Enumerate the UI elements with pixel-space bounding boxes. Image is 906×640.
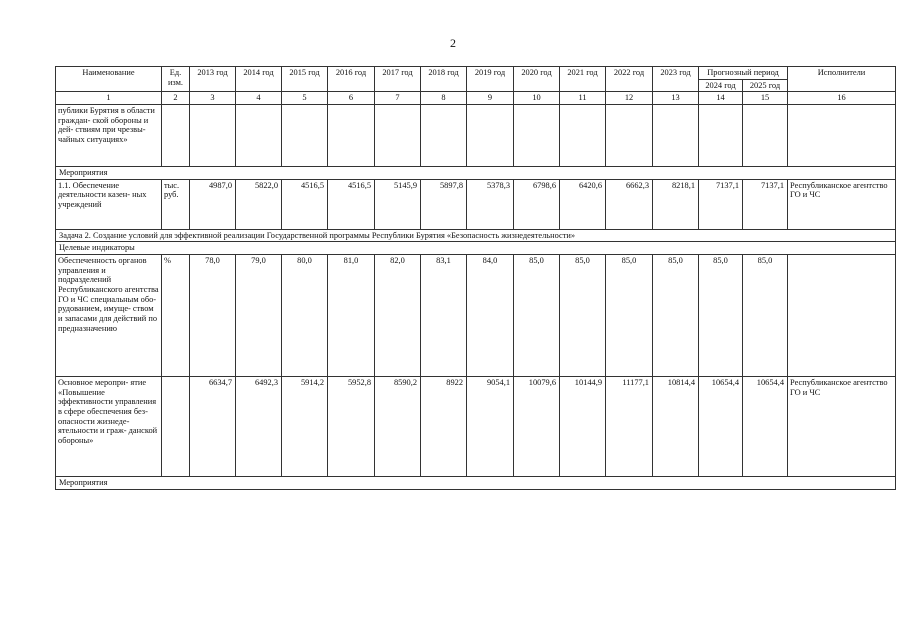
row-name: публики Бурятия в области граждан- ской обороны и дей- ствиям при чрезвы- чайных ситуациях»	[56, 104, 162, 166]
row-value: 8922	[421, 376, 467, 476]
row-value: 5822,0	[236, 179, 282, 229]
header-unit: Ед. изм.	[162, 67, 190, 92]
header-year: 2014 год	[236, 67, 282, 92]
col-number: 2	[162, 92, 190, 105]
row-unit: %	[162, 254, 190, 376]
row-executor: Республиканское агентство ГО и ЧС	[788, 179, 896, 229]
col-number: 13	[653, 92, 699, 105]
row-name: Обеспеченность органов управления и подразделений Республиканского агентства ГО и ЧС специальным обо- рудованием, имуще- ством и запасами для действий по предназначению	[56, 254, 162, 376]
section-row	[56, 166, 896, 179]
row-value: 10814,4	[653, 376, 699, 476]
row-value: 85,0	[606, 254, 653, 376]
col-number: 10	[514, 92, 560, 105]
row-value: 85,0	[699, 254, 743, 376]
task-label: Задача 2. Создание условий для эффективной реализации Государственной программы Республики Бурятия «Безопасность жизнедеятельности»	[56, 229, 896, 242]
row-value: 7137,1	[743, 179, 788, 229]
row-value: 10654,4	[699, 376, 743, 476]
section-row	[56, 242, 896, 255]
col-number: 8	[421, 92, 467, 105]
header-forecast-year: 2024 год	[699, 79, 743, 92]
col-number: 15	[743, 92, 788, 105]
header-year: 2017 год	[375, 67, 421, 92]
col-number: 12	[606, 92, 653, 105]
col-number: 11	[560, 92, 606, 105]
table-row	[56, 376, 896, 476]
row-value: 85,0	[743, 254, 788, 376]
row-value: 82,0	[375, 254, 421, 376]
row-value: 85,0	[514, 254, 560, 376]
column-number-row	[56, 92, 896, 105]
row-value: 83,1	[421, 254, 467, 376]
col-number: 6	[328, 92, 375, 105]
header-year: 2022 год	[606, 67, 653, 92]
row-value: 10144,9	[560, 376, 606, 476]
row-value: 6420,6	[560, 179, 606, 229]
row-value: 85,0	[653, 254, 699, 376]
row-value: 8218,1	[653, 179, 699, 229]
row-value: 7137,1	[699, 179, 743, 229]
header-year: 2018 год	[421, 67, 467, 92]
row-value: 5145,9	[375, 179, 421, 229]
row-name: 1.1. Обеспечение деятельности казен- ных учреждений	[56, 179, 162, 229]
header-year: 2020 год	[514, 67, 560, 92]
header-forecast-year: 2025 год	[743, 79, 788, 92]
row-value: 4987,0	[190, 179, 236, 229]
header-executors: Исполнители	[788, 67, 896, 92]
row-value: 6492,3	[236, 376, 282, 476]
table-row	[56, 104, 896, 166]
indicators-label: Целевые индикаторы	[56, 242, 896, 255]
row-unit: тыс. руб.	[162, 179, 190, 229]
table-row	[56, 179, 896, 229]
events-label: Мероприятия	[56, 166, 896, 179]
row-value: 8590,2	[375, 376, 421, 476]
col-number: 4	[236, 92, 282, 105]
row-value: 84,0	[467, 254, 514, 376]
header-year: 2023 год	[653, 67, 699, 92]
row-value: 81,0	[328, 254, 375, 376]
row-value: 5897,8	[421, 179, 467, 229]
table-row	[56, 254, 896, 376]
col-number: 16	[788, 92, 896, 105]
row-name: Основное меропри- ятие «Повышение эффективности управления в сфере обеспечения без- опасности жизнеде- ятельности и граж- данской обороны»	[56, 376, 162, 476]
row-value: 6634,7	[190, 376, 236, 476]
header-row	[56, 67, 896, 80]
col-number: 5	[282, 92, 328, 105]
row-value: 6798,6	[514, 179, 560, 229]
row-value: 9054,1	[467, 376, 514, 476]
header-name: Наименование	[56, 67, 162, 92]
events-label: Мероприятия	[56, 476, 896, 489]
col-number: 9	[467, 92, 514, 105]
program-table	[55, 66, 896, 490]
row-value: 79,0	[236, 254, 282, 376]
section-row	[56, 476, 896, 489]
header-year: 2021 год	[560, 67, 606, 92]
col-number: 3	[190, 92, 236, 105]
col-number: 14	[699, 92, 743, 105]
row-value: 11177,1	[606, 376, 653, 476]
row-value: 10654,4	[743, 376, 788, 476]
header-year: 2013 год	[190, 67, 236, 92]
row-value: 5378,3	[467, 179, 514, 229]
row-value: 5914,2	[282, 376, 328, 476]
row-value: 5952,8	[328, 376, 375, 476]
row-value: 10079,6	[514, 376, 560, 476]
row-executor: Республиканское агентство ГО и ЧС	[788, 376, 896, 476]
row-value: 4516,5	[282, 179, 328, 229]
row-value: 4516,5	[328, 179, 375, 229]
col-number: 1	[56, 92, 162, 105]
header-year: 2016 год	[328, 67, 375, 92]
row-executor	[788, 254, 896, 376]
row-value: 78,0	[190, 254, 236, 376]
section-row	[56, 229, 896, 242]
col-number: 7	[375, 92, 421, 105]
row-value: 6662,3	[606, 179, 653, 229]
header-year: 2019 год	[467, 67, 514, 92]
row-unit	[162, 376, 190, 476]
row-value: 80,0	[282, 254, 328, 376]
header-forecast: Прогнозный период	[699, 67, 788, 80]
header-year: 2015 год	[282, 67, 328, 92]
page-number: 2	[450, 36, 456, 50]
row-value: 85,0	[560, 254, 606, 376]
